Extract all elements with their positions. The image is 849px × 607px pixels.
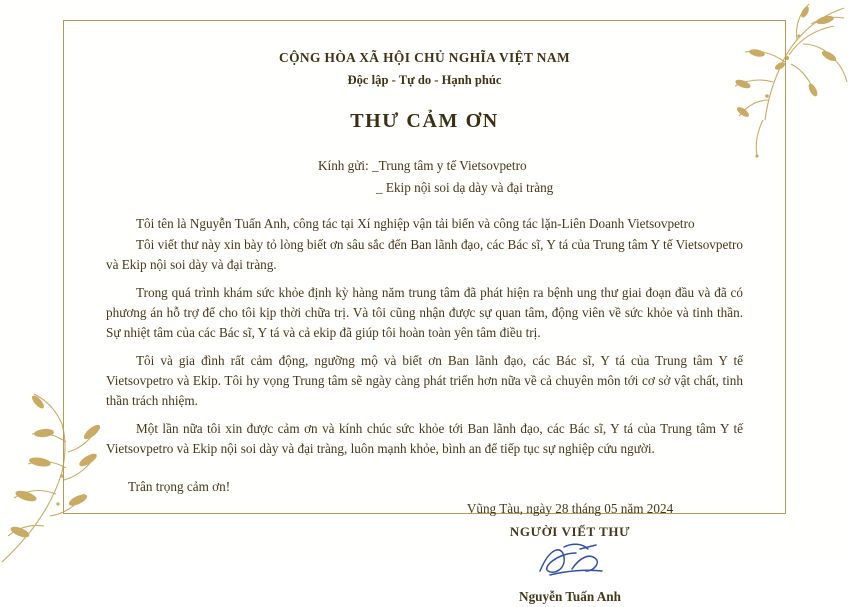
paragraph-3: Trong quá trình khám sức khỏe định kỳ hàng năm trung tâm đã phát hiện ra bệnh ung thư giai đoạn đầu và đã có phương án hỗ trợ để cho tôi kịp thời chữa trị. Và tôi cũng nhận được sự quan tâm, động viên về sức khỏe và tinh thần. Sự nhiệt tâm của các Bác sĩ, Y tá và cả ekip đã giúp tôi hoàn toàn yên tâm điều trị. (106, 284, 743, 340)
letter-content (88, 40, 761, 605)
paragraph-2: Tôi viết thư này xin bày tỏ lòng biết ơn sâu sắc đến Ban lãnh đạo, các Bác sĩ, Y tá của Trung tâm Y tế Vietsovpetro và Ekip nội soi dày và đại tràng. (106, 236, 743, 272)
signature-name: Nguyễn Tuấn Anh (519, 589, 621, 605)
addressee-block (106, 156, 743, 198)
paragraph-4: Tôi và gia đình rất cảm động, ngưỡng mộ và biết ơn Ban lãnh đạo, các Bác sĩ, Y tá của Trung tâm Y tế Vietsovpetro và Ekip. Tôi hy vọng Trung tâm sẽ ngày càng phát triển hơn nữa về cả chuyên môn tới cơ sở vật chất, tinh thần trách nhiệm. (106, 352, 743, 409)
national-heading: CỘNG HÒA XÃ HỘI CHỦ NGHĨA VIỆT NAM (279, 50, 570, 65)
signature-role: NGƯỜI VIẾT THƯ (509, 523, 631, 539)
paragraph-1: Tôi tên là Nguyễn Tuấn Anh, công tác tại Xí nghiệp vận tải biển và công tác lặn-Liên Doanh Vietsovpetro (136, 215, 695, 231)
closing-line: Trân trọng cảm ơn! (128, 479, 231, 495)
addressee-line-1: Kính gửi: _Trung tâm y tế Vietsovpetro (318, 158, 527, 173)
signature-place-date: Vũng Tàu, ngày 28 tháng 05 năm 2024 (466, 501, 674, 517)
handwritten-signature (405, 541, 735, 585)
letter-body (106, 214, 743, 460)
national-motto: Độc lập - Tự do - Hạnh phúc (347, 73, 502, 88)
letter-title: THƯ CẢM ƠN (350, 110, 499, 132)
signature-block (405, 499, 735, 607)
paragraph-5: Một lần nữa tôi xin được cảm ơn và kính chúc sức khỏe tới Ban lãnh đạo, các Bác sĩ, Y tá của Trung tâm Y tế Vietsovpetro và Ekip nội soi dày và đại tràng, luôn mạnh khỏe, bình an để tiếp tục sự nghiệp cứu người. (106, 421, 743, 457)
addressee-line-2: _ Ekip nội soi dạ dày và đại tràng (376, 179, 554, 195)
